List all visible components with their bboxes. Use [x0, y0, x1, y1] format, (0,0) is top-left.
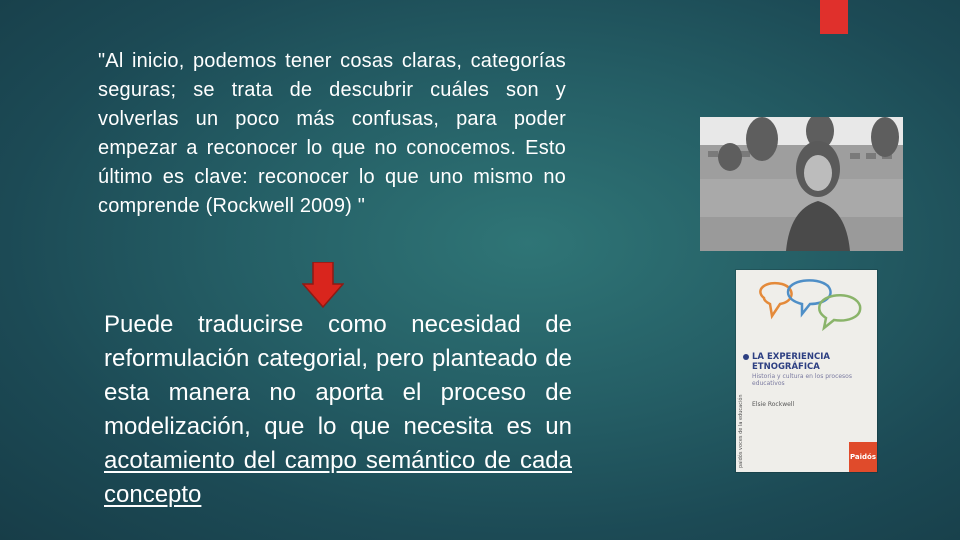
- body-text: [104, 308, 572, 512]
- book-author: Elsie Rockwell: [752, 401, 795, 408]
- body-text-main: Puede traducirse como necesidad de reformulación categorial, pero planteado de esta manera no aporta el proceso de modelización, que lo que necesita es un: [104, 311, 572, 440]
- down-arrow-icon: [302, 262, 344, 308]
- accent-bar: [820, 0, 848, 34]
- title-bullet: [743, 354, 749, 360]
- book-series: paidós voces de la educación: [738, 394, 744, 468]
- author-photo: [700, 117, 903, 251]
- publisher-logo: Paidós: [849, 442, 877, 472]
- body-text-underlined: acotamiento del campo semántico de cada concepto: [104, 447, 572, 508]
- book-subtitle: Historia y cultura en los procesos educativos: [752, 373, 852, 387]
- quote-text: "Al inicio, podemos tener cosas claras, categorías seguras; se trata de descubrir cuáles son y volverlas un poco más confusas, para poder empezar a reconocer lo que no conocemos. Esto último es clave: reconocer lo que uno mismo no comprende (Rockwell 2009) ": [98, 50, 566, 217]
- book-title: LA EXPERIENCIA ETNOGRÁFICA: [752, 352, 830, 372]
- book-cover: [736, 270, 877, 472]
